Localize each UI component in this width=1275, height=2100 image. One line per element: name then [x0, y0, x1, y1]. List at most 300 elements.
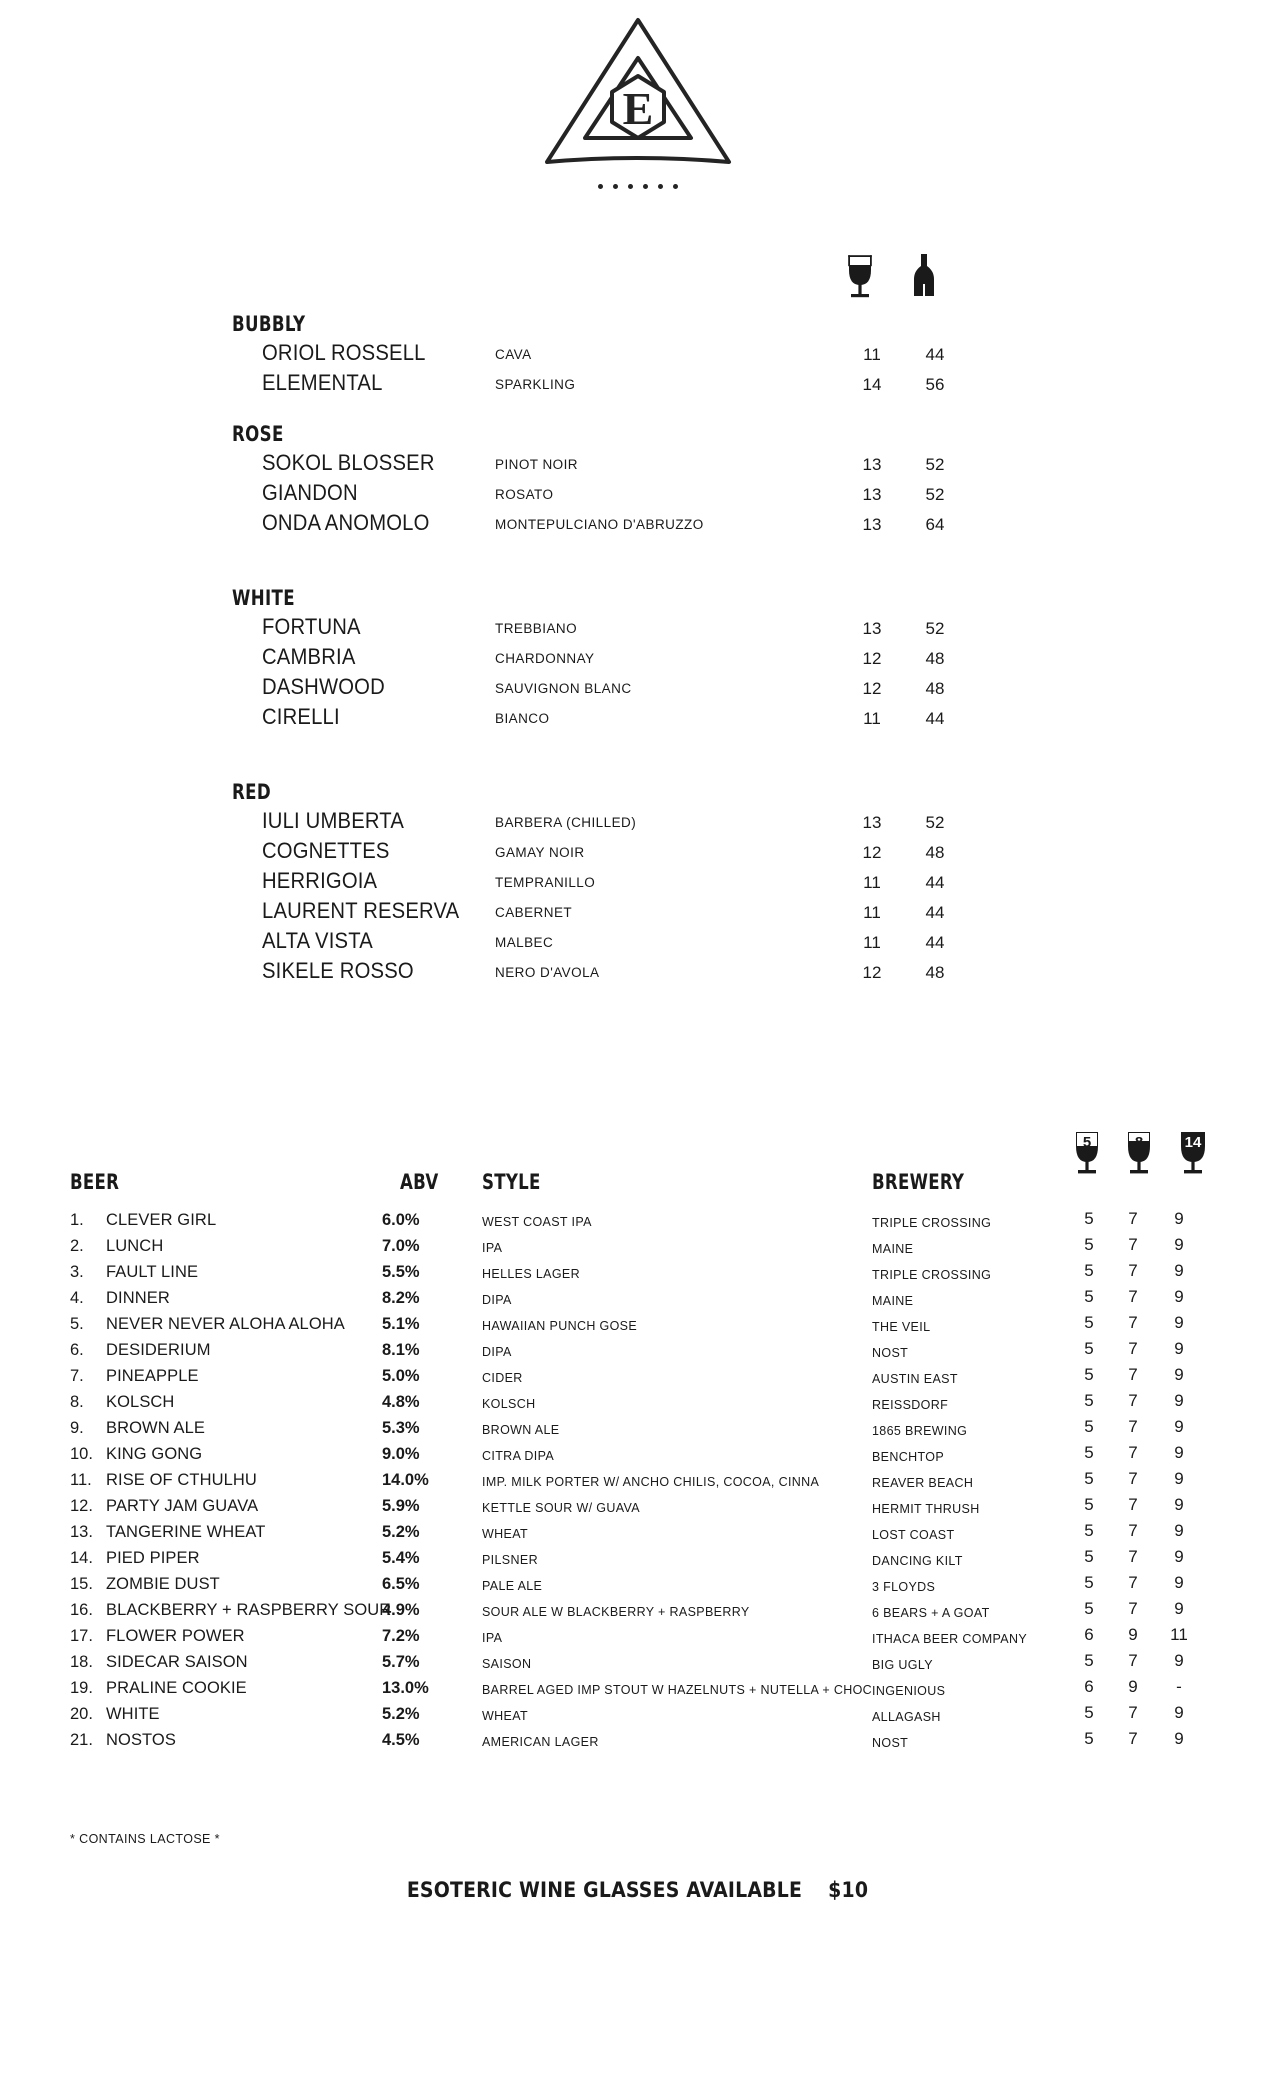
- beer-name: KOLSCH: [106, 1393, 175, 1411]
- beer-style: AMERICAN LAGER: [482, 1735, 599, 1749]
- table-row: [0, 1442, 1275, 1468]
- beer-price-14oz: 11: [1170, 1625, 1188, 1644]
- beer-price-8oz: 7: [1128, 1287, 1138, 1306]
- column-header-abv: ABV: [400, 1170, 439, 1194]
- wine-group-red: [0, 780, 1275, 986]
- beer-price-5oz: 5: [1084, 1209, 1094, 1228]
- beer-brewery: 6 BEARS + A GOAT: [872, 1606, 990, 1620]
- wine-row: [0, 612, 1275, 642]
- beer-price-5oz: 5: [1084, 1573, 1094, 1592]
- wine-varietal: MALBEC: [495, 935, 554, 950]
- beer-name: DESIDERIUM: [106, 1341, 211, 1359]
- wine-varietal: MONTEPULCIANO D'ABRUZZO: [495, 517, 704, 532]
- beer-number: 17.: [70, 1627, 93, 1645]
- column-header-beer: BEER: [70, 1170, 120, 1194]
- beer-abv: 7.2%: [382, 1627, 420, 1645]
- beer-table-header: [0, 1134, 1275, 1208]
- table-row: [0, 1260, 1275, 1286]
- beer-name: BLACKBERRY + RASPBERRY SOUR: [106, 1601, 392, 1619]
- beer-style: PILSNER: [482, 1553, 538, 1567]
- wine-group-white: [0, 586, 1275, 732]
- table-row: [0, 1598, 1275, 1624]
- beer-name: FLOWER POWER: [106, 1627, 245, 1645]
- wine-bottle-icon: [911, 252, 937, 298]
- beer-price-14oz: 9: [1174, 1599, 1184, 1618]
- logo-dot: [643, 184, 648, 189]
- pour-size-icons: [1072, 1128, 1210, 1176]
- wine-name: FORTUNA: [262, 614, 361, 639]
- esoteric-glasses-label: ESOTERIC WINE GLASSES AVAILABLE: [406, 1878, 803, 1902]
- beer-name: LUNCH: [106, 1237, 164, 1255]
- beer-brewery: REAVER BEACH: [872, 1476, 974, 1490]
- wine-name: IULI UMBERTA: [262, 808, 405, 833]
- beer-abv: 4.5%: [382, 1731, 420, 1749]
- beer-abv: 6.0%: [382, 1211, 420, 1229]
- beer-brewery: TRIPLE CROSSING: [872, 1216, 992, 1230]
- beer-price-5oz: 6: [1084, 1625, 1094, 1644]
- beer-name: KING GONG: [106, 1445, 203, 1463]
- wine-glass-price: 13: [862, 515, 882, 534]
- beer-style: BROWN ALE: [482, 1423, 560, 1437]
- table-row: [0, 1286, 1275, 1312]
- beer-style: HELLES LAGER: [482, 1267, 580, 1281]
- logo-dot: [598, 184, 603, 189]
- beer-abv: 4.9%: [382, 1601, 420, 1619]
- table-row: [0, 1520, 1275, 1546]
- beer-list: [0, 1208, 1275, 1754]
- wine-bottle-price: 44: [925, 873, 945, 892]
- wine-varietal: CABERNET: [495, 905, 573, 920]
- beer-style: BARREL AGED IMP STOUT W HAZELNUTS + NUTELLA + CHOC: [482, 1683, 873, 1697]
- beer-price-5oz: 5: [1084, 1547, 1094, 1566]
- wine-varietal: BARBERA (CHILLED): [495, 815, 637, 830]
- beer-abv: 14.0%: [382, 1471, 429, 1489]
- wine-row: [0, 702, 1275, 732]
- beer-brewery: 3 FLOYDS: [872, 1580, 936, 1594]
- wine-name: LAURENT RESERVA: [262, 898, 460, 923]
- wine-name: ORIOL ROSSELL: [262, 340, 426, 365]
- beer-brewery: 1865 BREWING: [872, 1424, 968, 1438]
- beer-number: 16.: [70, 1601, 93, 1619]
- wine-bottle-price: 52: [925, 619, 945, 638]
- beer-price-8oz: 7: [1128, 1573, 1138, 1592]
- beer-name: DINNER: [106, 1289, 170, 1307]
- wine-group-bubbly: [0, 312, 1275, 398]
- wine-varietal: CHARDONNAY: [495, 651, 595, 666]
- beer-price-5oz: 5: [1084, 1495, 1094, 1514]
- beer-abv: 5.4%: [382, 1549, 420, 1567]
- wine-list: [0, 312, 1275, 992]
- wine-group-title: ROSE: [232, 422, 284, 446]
- beer-price-8oz: 7: [1128, 1443, 1138, 1462]
- wine-glass-price: 13: [862, 619, 882, 638]
- beer-brewery: LOST COAST: [872, 1528, 955, 1542]
- beer-brewery: MAINE: [872, 1242, 914, 1256]
- beer-price-5oz: 5: [1084, 1469, 1094, 1488]
- beer-price-5oz: 5: [1084, 1365, 1094, 1384]
- beer-price-14oz: 9: [1174, 1365, 1184, 1384]
- wine-name: CIRELLI: [262, 704, 340, 729]
- wine-glass-price: 11: [863, 903, 881, 922]
- beer-price-8oz: 7: [1128, 1391, 1138, 1410]
- beer-price-5oz: 5: [1084, 1703, 1094, 1722]
- table-row: [0, 1234, 1275, 1260]
- beer-abv: 5.7%: [382, 1653, 420, 1671]
- pour-size-label-3: 14: [1184, 1134, 1202, 1151]
- beer-price-14oz: 9: [1174, 1235, 1184, 1254]
- beer-price-5oz: 5: [1084, 1287, 1094, 1306]
- beer-price-5oz: 5: [1084, 1521, 1094, 1540]
- beer-number: 9.: [70, 1419, 84, 1437]
- beer-number: 15.: [70, 1575, 93, 1593]
- logo-dot: [628, 184, 633, 189]
- beer-name: PINEAPPLE: [106, 1367, 199, 1385]
- beer-abv: 5.2%: [382, 1705, 420, 1723]
- beer-number: 8.: [70, 1393, 84, 1411]
- wine-name: COGNETTES: [262, 838, 390, 863]
- wine-bottle-price: 64: [925, 515, 945, 534]
- beer-style: KETTLE SOUR W/ GUAVA: [482, 1501, 640, 1515]
- wine-glass-price: 11: [863, 933, 881, 952]
- beer-price-14oz: 9: [1174, 1287, 1184, 1306]
- beer-price-14oz: 9: [1174, 1391, 1184, 1410]
- beer-brewery: MAINE: [872, 1294, 914, 1308]
- table-row: [0, 1468, 1275, 1494]
- table-row: [0, 1364, 1275, 1390]
- table-row: [0, 1494, 1275, 1520]
- wine-bottle-price: 48: [925, 963, 945, 982]
- beer-style: SOUR ALE W BLACKBERRY + RASPBERRY: [482, 1605, 750, 1619]
- wine-group-rose: [0, 422, 1275, 538]
- pour-size-5oz-icon: [1072, 1128, 1102, 1176]
- wine-glass-price: 13: [862, 455, 882, 474]
- wine-varietal: NERO D'AVOLA: [495, 965, 600, 980]
- beer-style: IPA: [482, 1631, 503, 1645]
- wine-glass-price: 13: [862, 485, 882, 504]
- wine-group-title: RED: [232, 780, 272, 804]
- wine-bottle-price: 52: [925, 813, 945, 832]
- beer-name: NEVER NEVER ALOHA ALOHA: [106, 1315, 345, 1333]
- beer-style: CITRA DIPA: [482, 1449, 555, 1463]
- wine-varietal: SAUVIGNON BLANC: [495, 681, 632, 696]
- beer-number: 21.: [70, 1731, 93, 1749]
- wine-bottle-price: 56: [925, 375, 945, 394]
- beer-name: CLEVER GIRL: [106, 1211, 217, 1229]
- beer-abv: 5.1%: [382, 1315, 420, 1333]
- wine-varietal: ROSATO: [495, 487, 554, 502]
- beer-number: 3.: [70, 1263, 84, 1281]
- beer-number: 19.: [70, 1679, 93, 1697]
- table-row: [0, 1728, 1275, 1754]
- beer-name: SIDECAR SAISON: [106, 1653, 248, 1671]
- wine-row: [0, 642, 1275, 672]
- beer-price-14oz: 9: [1174, 1547, 1184, 1566]
- logo: [0, 14, 1275, 189]
- beer-number: 10.: [70, 1445, 93, 1463]
- beer-price-14oz: 9: [1174, 1495, 1184, 1514]
- triangle-logo-icon: [543, 14, 733, 172]
- wine-row: [0, 338, 1275, 368]
- wine-bottle-price: 44: [925, 709, 945, 728]
- beer-name: PIED PIPER: [106, 1549, 200, 1567]
- beer-price-5oz: 5: [1084, 1651, 1094, 1670]
- beer-brewery: HERMIT THRUSH: [872, 1502, 980, 1516]
- beer-price-14oz: 9: [1174, 1729, 1184, 1748]
- beer-number: 13.: [70, 1523, 93, 1541]
- beer-price-14oz: 9: [1174, 1521, 1184, 1540]
- beer-number: 4.: [70, 1289, 84, 1307]
- wine-name: CAMBRIA: [262, 644, 356, 669]
- beer-price-5oz: 6: [1084, 1677, 1094, 1696]
- wine-row: [0, 672, 1275, 702]
- esoteric-glasses-price: $10: [828, 1878, 869, 1902]
- wine-row: [0, 368, 1275, 398]
- beer-price-5oz: 5: [1084, 1339, 1094, 1358]
- wine-bottle-price: 52: [925, 455, 945, 474]
- beer-price-8oz: 7: [1128, 1209, 1138, 1228]
- beer-brewery: AUSTIN EAST: [872, 1372, 958, 1386]
- beer-brewery: NOST: [872, 1346, 909, 1360]
- table-row: [0, 1416, 1275, 1442]
- beer-section: [0, 1134, 1275, 1754]
- wine-glass-price: 11: [863, 345, 881, 364]
- beer-price-5oz: 5: [1084, 1235, 1094, 1254]
- beer-number: 1.: [70, 1211, 84, 1229]
- beer-price-5oz: 5: [1084, 1417, 1094, 1436]
- beer-style: HAWAIIAN PUNCH GOSE: [482, 1319, 638, 1333]
- table-row: [0, 1546, 1275, 1572]
- wine-bottle-price: 52: [925, 485, 945, 504]
- beer-abv: 9.0%: [382, 1445, 420, 1463]
- beer-abv: 4.8%: [382, 1393, 420, 1411]
- table-row: [0, 1390, 1275, 1416]
- column-header-style: STYLE: [482, 1170, 541, 1194]
- beer-price-8oz: 7: [1128, 1547, 1138, 1566]
- wine-bottle-price: 48: [925, 843, 945, 862]
- wine-varietal: TREBBIANO: [495, 621, 578, 636]
- beer-name: TANGERINE WHEAT: [106, 1523, 266, 1541]
- wine-glass-price: 13: [862, 813, 882, 832]
- wine-row: [0, 478, 1275, 508]
- beer-price-8oz: 7: [1128, 1729, 1138, 1748]
- wine-glass-icon: [845, 252, 875, 298]
- beer-style: IMP. MILK PORTER W/ ANCHO CHILIS, COCOA, CINNA: [482, 1475, 820, 1489]
- beer-number: 18.: [70, 1653, 93, 1671]
- logo-letter: E: [622, 83, 653, 134]
- beer-style: CIDER: [482, 1371, 523, 1385]
- beer-price-8oz: 9: [1128, 1677, 1138, 1696]
- logo-dot: [658, 184, 663, 189]
- wine-name: DASHWOOD: [262, 674, 385, 699]
- beer-price-5oz: 5: [1084, 1391, 1094, 1410]
- beer-number: 14.: [70, 1549, 93, 1567]
- wine-bottle-price: 44: [925, 933, 945, 952]
- pour-size-14oz-icon: [1176, 1128, 1210, 1176]
- beer-abv: 6.5%: [382, 1575, 420, 1593]
- beer-style: SAISON: [482, 1657, 532, 1671]
- beer-price-14oz: 9: [1174, 1209, 1184, 1228]
- beer-price-14oz: -: [1176, 1677, 1182, 1696]
- beer-price-14oz: 9: [1174, 1313, 1184, 1332]
- wine-glass-price: 12: [862, 679, 882, 698]
- beer-name: FAULT LINE: [106, 1263, 199, 1281]
- beer-price-8oz: 7: [1128, 1469, 1138, 1488]
- beer-style: KOLSCH: [482, 1397, 536, 1411]
- wine-row: [0, 866, 1275, 896]
- beer-name: ZOMBIE DUST: [106, 1575, 220, 1593]
- wine-row: [0, 448, 1275, 478]
- beer-price-14oz: 9: [1174, 1443, 1184, 1462]
- wine-name: SOKOL BLOSSER: [262, 450, 435, 475]
- beer-number: 2.: [70, 1237, 84, 1255]
- beer-price-8oz: 7: [1128, 1521, 1138, 1540]
- beer-abv: 5.2%: [382, 1523, 420, 1541]
- wine-name: ONDA ANOMOLO: [262, 510, 430, 535]
- wine-name: ALTA VISTA: [262, 928, 373, 953]
- beer-style: IPA: [482, 1241, 503, 1255]
- wine-row: [0, 896, 1275, 926]
- beer-name: BROWN ALE: [106, 1419, 206, 1437]
- beer-name: WHITE: [106, 1705, 160, 1723]
- table-row: [0, 1572, 1275, 1598]
- wine-glass-price: 12: [862, 843, 882, 862]
- table-row: [0, 1624, 1275, 1650]
- beer-brewery: DANCING KILT: [872, 1554, 963, 1568]
- column-header-brewery: BREWERY: [872, 1170, 965, 1194]
- beer-brewery: BENCHTOP: [872, 1450, 945, 1464]
- table-row: [0, 1338, 1275, 1364]
- beer-style: PALE ALE: [482, 1579, 543, 1593]
- wine-row: [0, 836, 1275, 866]
- beer-brewery: REISSDORF: [872, 1398, 949, 1412]
- wine-price-column-icons: [845, 252, 965, 298]
- beer-brewery: NOST: [872, 1736, 909, 1750]
- beer-brewery: THE VEIL: [872, 1320, 931, 1334]
- beer-price-14oz: 9: [1174, 1573, 1184, 1592]
- wine-glass-price: 12: [862, 649, 882, 668]
- beer-price-8oz: 7: [1128, 1235, 1138, 1254]
- beer-price-8oz: 7: [1128, 1599, 1138, 1618]
- beer-brewery: INGENIOUS: [872, 1684, 946, 1698]
- beer-brewery: TRIPLE CROSSING: [872, 1268, 992, 1282]
- beer-number: 7.: [70, 1367, 84, 1385]
- beer-brewery: BIG UGLY: [872, 1658, 933, 1672]
- beer-price-5oz: 5: [1084, 1313, 1094, 1332]
- wine-varietal: SPARKLING: [495, 377, 576, 392]
- table-row: [0, 1208, 1275, 1234]
- beer-name: PRALINE COOKIE: [106, 1679, 247, 1697]
- wine-varietal: BIANCO: [495, 711, 550, 726]
- beer-name: RISE OF CTHULHU: [106, 1471, 257, 1489]
- beer-price-8oz: 7: [1128, 1495, 1138, 1514]
- wine-name: SIKELE ROSSO: [262, 958, 414, 983]
- table-row: [0, 1312, 1275, 1338]
- beer-abv: 8.2%: [382, 1289, 420, 1307]
- table-row: [0, 1650, 1275, 1676]
- wine-row: [0, 956, 1275, 986]
- pour-size-8oz-icon: [1124, 1128, 1154, 1176]
- beer-price-8oz: 7: [1128, 1365, 1138, 1384]
- beer-price-14oz: 9: [1174, 1703, 1184, 1722]
- wine-glass-price: 12: [862, 963, 882, 982]
- pour-size-label-1: 5: [1082, 1134, 1092, 1151]
- beer-brewery: ITHACA BEER COMPANY: [872, 1632, 1028, 1646]
- spacer: [0, 738, 1275, 780]
- beer-price-5oz: 5: [1084, 1261, 1094, 1280]
- wine-bottle-price: 48: [925, 679, 945, 698]
- wine-bottle-price: 44: [925, 903, 945, 922]
- beer-price-5oz: 5: [1084, 1443, 1094, 1462]
- wine-name: ELEMENTAL: [262, 370, 383, 395]
- logo-dot: [613, 184, 618, 189]
- wine-glass-price: 11: [863, 873, 881, 892]
- wine-row: [0, 508, 1275, 538]
- beer-abv: 5.9%: [382, 1497, 420, 1515]
- wine-glass-price: 11: [863, 709, 881, 728]
- beer-price-14oz: 9: [1174, 1651, 1184, 1670]
- beer-abv: 7.0%: [382, 1237, 420, 1255]
- wine-varietal: PINOT NOIR: [495, 457, 579, 472]
- beer-style: DIPA: [482, 1293, 512, 1307]
- esoteric-glasses-note: [0, 1878, 1275, 1902]
- beer-price-5oz: 5: [1084, 1729, 1094, 1748]
- beer-number: 12.: [70, 1497, 93, 1515]
- beer-number: 11.: [70, 1471, 92, 1489]
- beer-price-8oz: 9: [1128, 1625, 1138, 1644]
- beer-price-8oz: 7: [1128, 1261, 1138, 1280]
- wine-bottle-price: 44: [925, 345, 945, 364]
- table-row: [0, 1702, 1275, 1728]
- beer-style: WHEAT: [482, 1527, 528, 1541]
- beer-abv: 13.0%: [382, 1679, 429, 1697]
- beer-price-8oz: 7: [1128, 1313, 1138, 1332]
- beer-number: 6.: [70, 1341, 84, 1359]
- beer-price-14oz: 9: [1174, 1339, 1184, 1358]
- beer-abv: 8.1%: [382, 1341, 420, 1359]
- table-row: [0, 1676, 1275, 1702]
- wine-glass-price: 14: [862, 375, 882, 394]
- beer-price-14oz: 9: [1174, 1261, 1184, 1280]
- wine-varietal: GAMAY NOIR: [495, 845, 585, 860]
- beer-style: DIPA: [482, 1345, 512, 1359]
- beer-price-14oz: 9: [1174, 1417, 1184, 1436]
- beer-style: WEST COAST IPA: [482, 1215, 592, 1229]
- beer-number: 5.: [70, 1315, 84, 1333]
- beer-brewery: ALLAGASH: [872, 1710, 941, 1724]
- beer-number: 20.: [70, 1705, 93, 1723]
- pour-size-label-2: 8: [1134, 1134, 1144, 1151]
- wine-bottle-price: 48: [925, 649, 945, 668]
- beer-name: PARTY JAM GUAVA: [106, 1497, 259, 1515]
- wine-varietal: TEMPRANILLO: [495, 875, 596, 890]
- wine-row: [0, 926, 1275, 956]
- lactose-note: * CONTAINS LACTOSE *: [70, 1832, 220, 1846]
- beer-price-8oz: 7: [1128, 1417, 1138, 1436]
- wine-name: GIANDON: [262, 480, 358, 505]
- wine-row: [0, 806, 1275, 836]
- spacer: [0, 544, 1275, 586]
- beer-style: WHEAT: [482, 1709, 528, 1723]
- beer-price-5oz: 5: [1084, 1599, 1094, 1618]
- beer-abv: 5.3%: [382, 1419, 420, 1437]
- beer-abv: 5.5%: [382, 1263, 420, 1281]
- logo-dots: [598, 184, 678, 189]
- beer-price-8oz: 7: [1128, 1339, 1138, 1358]
- wine-group-title: BUBBLY: [232, 312, 306, 336]
- logo-dot: [673, 184, 678, 189]
- beer-price-14oz: 9: [1174, 1469, 1184, 1488]
- spacer: [0, 404, 1275, 422]
